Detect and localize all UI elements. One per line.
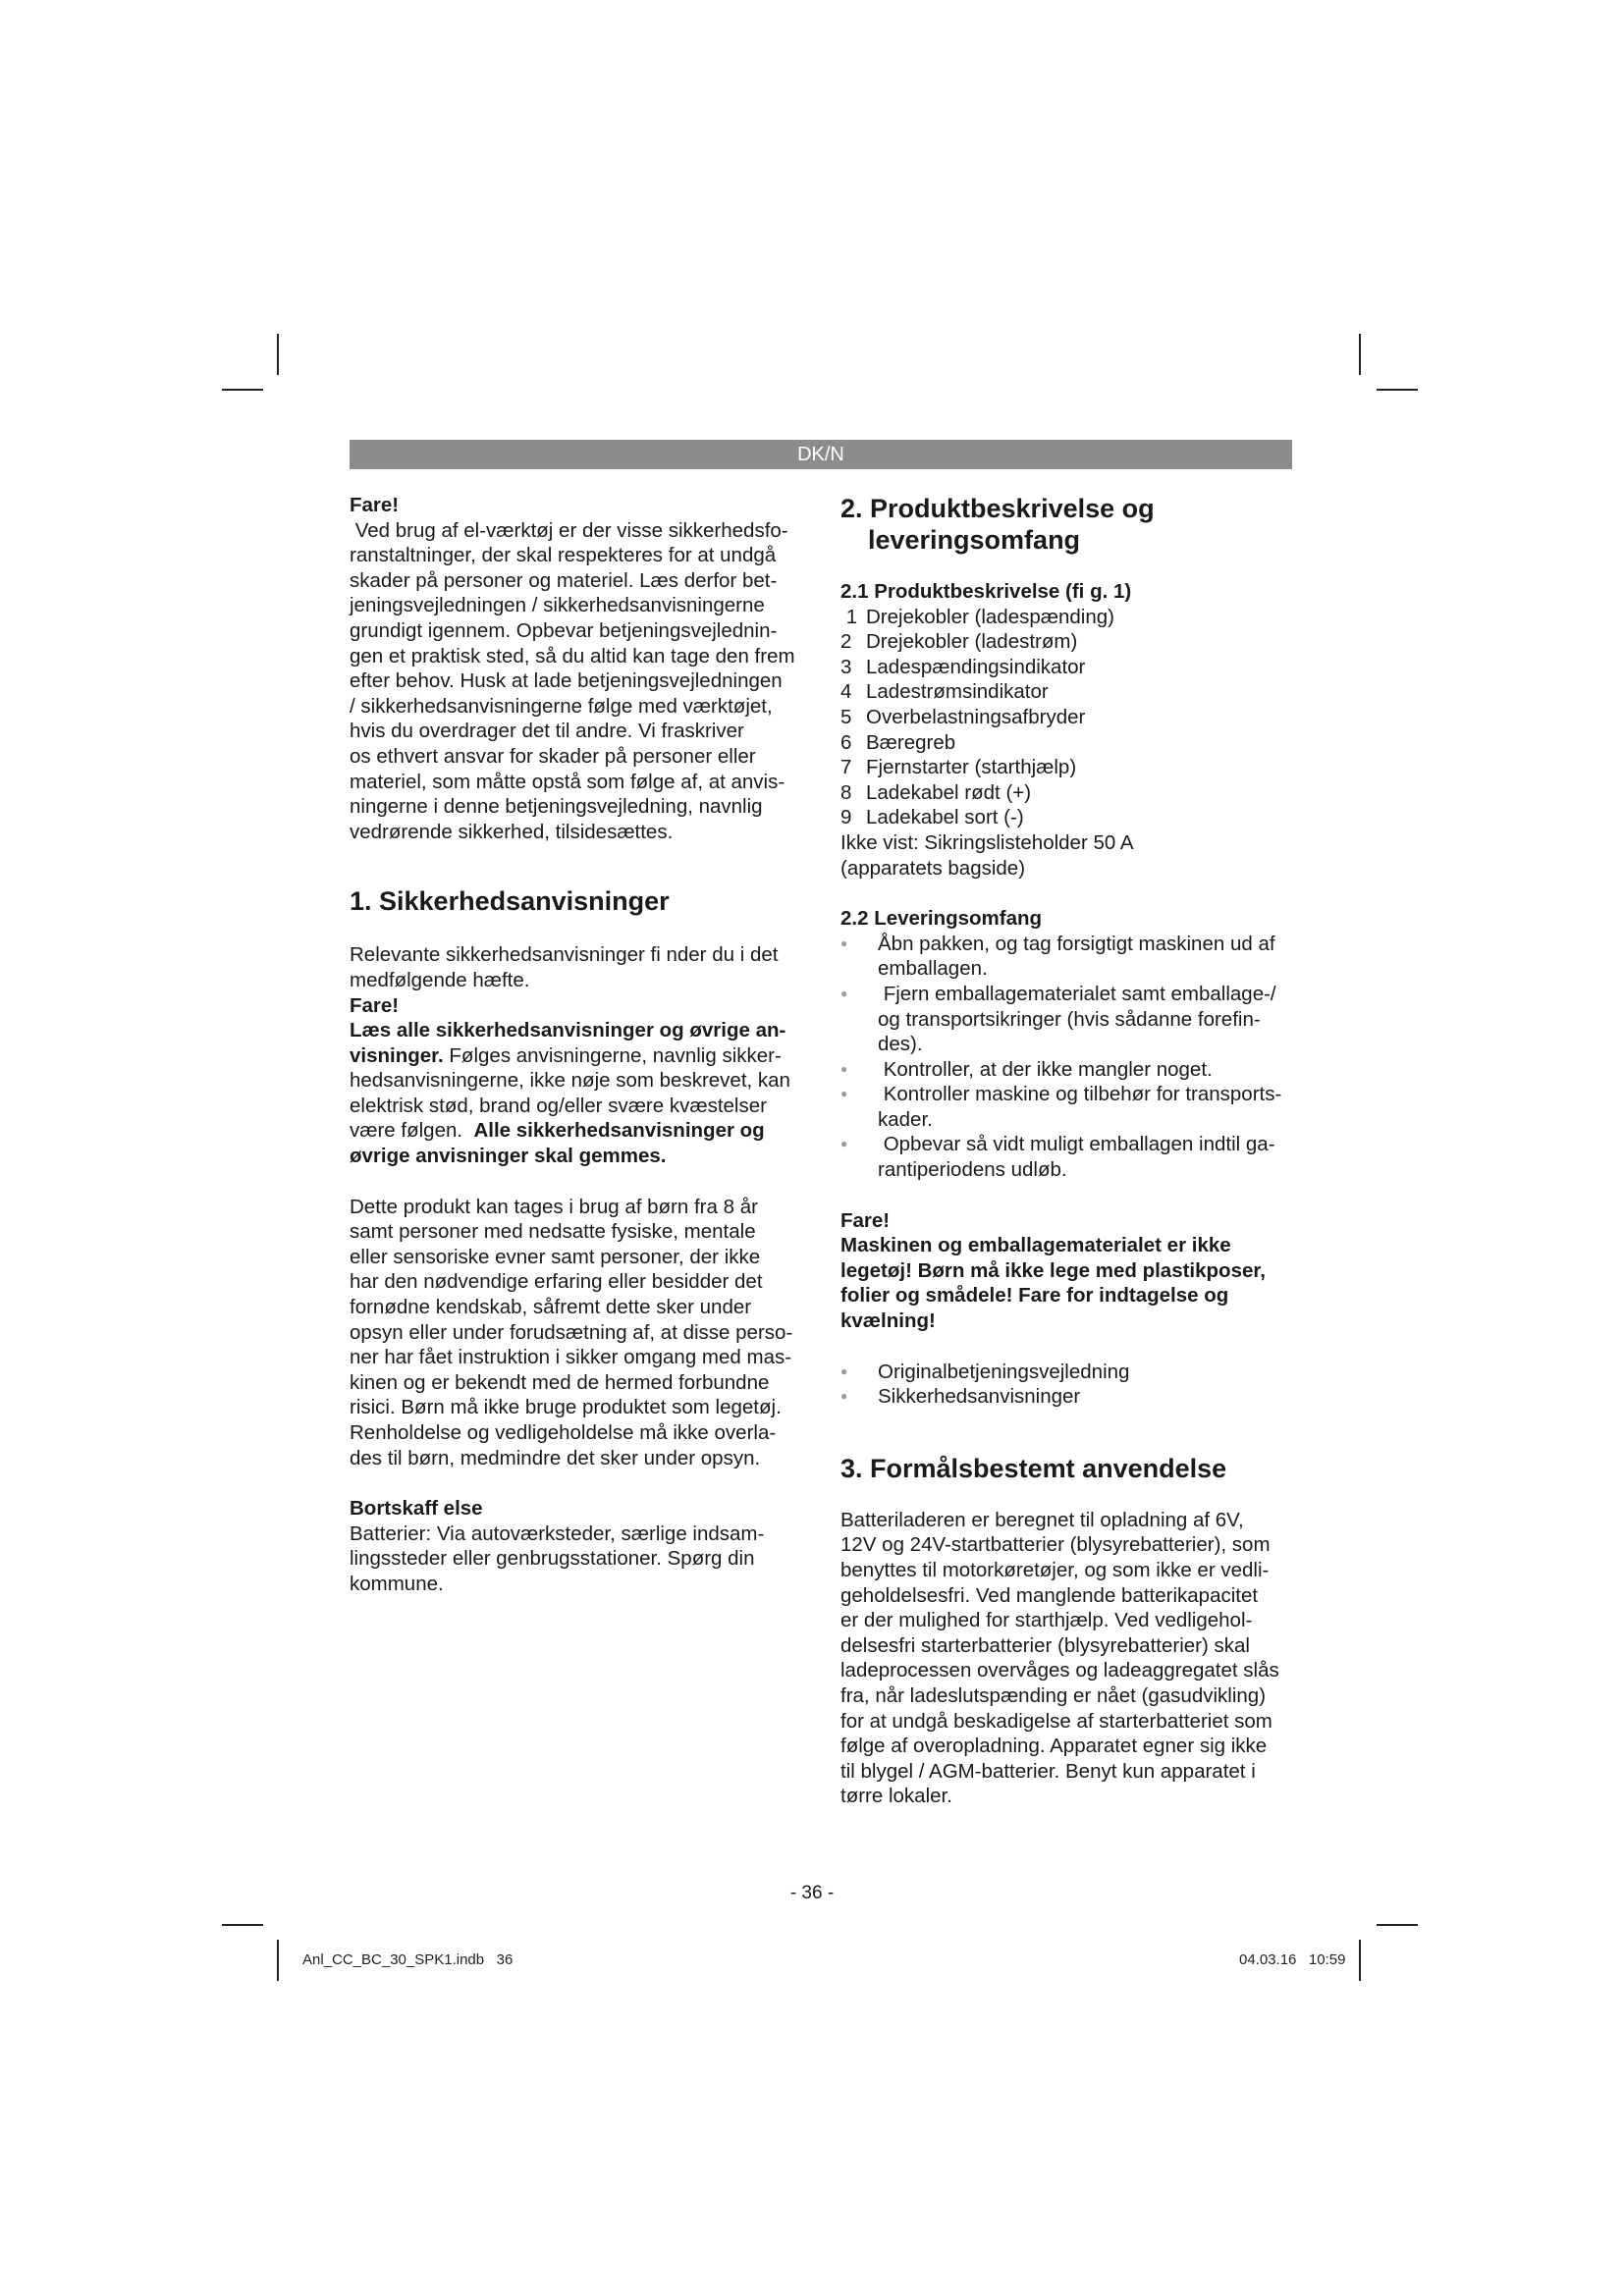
crop-mark-top-left-h <box>222 389 263 391</box>
text-line: (apparatets bagside) <box>840 856 1026 880</box>
item-text: Ladestrømsindikator <box>866 680 1049 704</box>
text-line: hvis du overdrager det til andre. Vi fraskriver <box>350 720 744 743</box>
text-line: Maskinen og emballagematerialet er ikke <box>840 1234 1231 1257</box>
text-line: øvrige anvisninger skal gemmes. <box>350 1145 667 1168</box>
text-line: kader. <box>878 1107 933 1131</box>
item-text: Originalbetjeningsvejledning <box>878 1360 1130 1383</box>
text-line: Relevante sikkerhedsanvisninger fi nder du i det <box>350 943 779 967</box>
item-text: Drejekobler (ladestrøm) <box>866 630 1078 654</box>
footer-file-name: Anl_CC_BC_30_SPK1.indb 36 <box>302 1951 514 1968</box>
list-item <box>840 1132 1302 1182</box>
list-item <box>840 755 1302 780</box>
text-line: medfølgende hæfte. <box>350 968 530 991</box>
item-text: Overbelastningsafbryder <box>866 705 1086 728</box>
text-line: vedrørende sikkerhed, tilsidesættes. <box>350 820 674 843</box>
section-1-body <box>350 942 811 1168</box>
text-line: des til børn, medmindre det sker under opsyn. <box>350 1446 761 1469</box>
page-number: - 36 - <box>789 1883 835 1903</box>
text-line: ● Fjern emballagematerialet samt emballage-/ <box>878 982 1276 1005</box>
item-text: Ladekabel sort (-) <box>866 806 1024 829</box>
text-line <box>350 1043 811 1069</box>
text-line: har den nødvendige erfaring eller besidder det <box>350 1270 763 1294</box>
item-number: 5 <box>840 705 852 728</box>
crop-mark-bottom-left-v <box>277 1940 279 1981</box>
text-line: benyttes til motorkøretøjer, og som ikke er vedli- <box>840 1559 1270 1581</box>
text-line: følge af overopladning. Apparatet egner sig ikke <box>840 1735 1268 1758</box>
text-line: elektrisk stød, brand og/eller svære kvæstelser <box>350 1094 767 1117</box>
list-item <box>840 932 1302 982</box>
text-line: Batterier: Via autoværksteder, særlige indsam- <box>350 1522 765 1545</box>
warning-paragraph <box>350 518 811 845</box>
section-2-2-title: 2.2 Leveringsomfang <box>840 907 1043 931</box>
item-number: 6 <box>840 730 852 754</box>
warning-title: Fare! <box>350 993 400 1017</box>
section-3-body <box>840 1508 1302 1809</box>
text-line: for at undgå beskadigelse af starterbatteriet som <box>840 1709 1272 1733</box>
text-line: folier og smådele! Fare for indtagelse og <box>840 1284 1229 1308</box>
list-item <box>840 805 1302 830</box>
disposal-title: Bortskaff else <box>350 1497 483 1521</box>
text-line: gen et praktisk sted, så du altid kan tage den frem <box>350 644 795 667</box>
text-line: fra, når ladeslutspænding er nået (gasudvikling) <box>840 1683 1267 1707</box>
text-line: lingssteder eller genbrugsstationer. Spørg din <box>350 1547 755 1571</box>
children-paragraph <box>350 1195 811 1471</box>
text-line: er der mulighed for starthjælp. Ved vedligehol- <box>840 1609 1253 1632</box>
text-line: risici. Børn må ikke bruge produktet som legetøj. <box>350 1396 782 1419</box>
text-line: og transportsikringer (hvis sådanne forefin- <box>878 1007 1261 1031</box>
footer-date: 04.03.16 10:59 <box>1239 1951 1346 1968</box>
text-line: emballagen. <box>878 957 988 981</box>
text-line: kvælning! <box>840 1309 936 1333</box>
right-column <box>840 493 1302 1809</box>
text-line: Renholdelse og vedligeholdelse må ikke overla- <box>350 1421 777 1444</box>
list-item <box>840 780 1302 806</box>
crop-mark-top-left-v <box>277 334 279 375</box>
bold-text: Alle sikkerhedsanvisninger og <box>473 1119 765 1143</box>
text-line: kommune. <box>350 1572 444 1595</box>
list-item <box>840 705 1302 730</box>
item-text: Ladespændingsindikator <box>866 655 1086 678</box>
text-line: grundigt igennem. Opbevar betjeningsvejlednin- <box>350 618 778 642</box>
delivery-list <box>840 932 1302 1183</box>
text-line: ner har fået instruktion i sikker omgang med mas- <box>350 1346 792 1369</box>
text-line: til blygel / AGM-batterier. Benyt kun apparatet i <box>840 1759 1256 1783</box>
text-line: ● Kontroller maskine og tilbehør for transports- <box>878 1083 1282 1106</box>
text-line: eller sensoriske evner samt personer, der ikke <box>350 1245 761 1268</box>
text-line: ● Åbn pakken, og tag forsigtigt maskinen ud af <box>878 932 1275 955</box>
section-2-1-title: 2.1 Produktbeskrivelse (fi g. 1) <box>840 580 1132 603</box>
text-line: fornødne kendskab, såfremt dette sker under <box>350 1296 752 1319</box>
text: være følgen. <box>350 1119 474 1143</box>
item-number: 9 <box>840 806 852 829</box>
text-line <box>350 1118 811 1144</box>
language-header-bar <box>350 440 1292 469</box>
text-line: kinen og er bekendt med de hermed forbundne <box>350 1370 770 1394</box>
item-text: Ladekabel rødt (+) <box>866 780 1032 804</box>
text-line: ● Kontroller, at der ikke mangler noget. <box>878 1057 1213 1081</box>
list-item <box>840 655 1302 680</box>
list-item <box>840 1384 1302 1410</box>
list-item <box>840 1360 1302 1385</box>
bold-text: visninger. <box>350 1043 444 1067</box>
text-line: Dette produkt kan tages i brug af børn fra 8 år <box>350 1195 758 1218</box>
warning-paragraph <box>840 1233 1302 1333</box>
title-line: leveringsomfang <box>868 525 1081 555</box>
item-number: 4 <box>840 680 852 704</box>
text-line: opsyn eller under forudsætning af, at disse perso- <box>350 1320 793 1344</box>
item-number: 3 <box>840 655 852 678</box>
text-line: ningerne i denne betjeningsvejledning, navnlig <box>350 795 763 819</box>
list-item <box>840 730 1302 756</box>
text-line: ladeprocessen overvåges og ladeaggregatet slås <box>840 1659 1279 1682</box>
list-item <box>840 605 1302 630</box>
text-line: Ikke vist: Sikringslisteholder 50 A <box>840 830 1134 854</box>
crop-mark-top-right-v <box>1359 334 1361 375</box>
item-number: 7 <box>840 756 852 779</box>
section-2-title <box>840 493 1302 556</box>
list-item <box>840 629 1302 655</box>
list-item <box>840 982 1302 1057</box>
text-line: legetøj! Børn må ikke lege med plastikposer, <box>840 1258 1266 1282</box>
list-item <box>840 679 1302 705</box>
crop-mark-bottom-left-h <box>222 1924 263 1926</box>
list-item <box>840 1057 1302 1083</box>
item-text: Sikkerhedsanvisninger <box>878 1385 1081 1409</box>
disposal-section <box>350 1496 811 1596</box>
text-line: delsesfri starterbatterier (blysyrebatterier) skal <box>840 1633 1250 1657</box>
section-1-title: 1. Sikkerhedsanvisninger <box>350 886 670 917</box>
item-text: Fjernstarter (starthjælp) <box>866 756 1077 779</box>
text-line: tørre lokaler. <box>840 1785 952 1808</box>
text-line: Læs alle sikkerhedsanvisninger og øvrige an- <box>350 1019 786 1042</box>
text-line: des). <box>878 1033 923 1056</box>
item-number: 2 <box>840 630 852 654</box>
item-text: Bæregreb <box>866 730 956 754</box>
text-line: ● Opbevar så vidt muligt emballagen indtil ga- <box>878 1133 1275 1156</box>
text-line: efter behov. Husk at lade betjeningsvejledningen <box>350 669 783 693</box>
text-line: geholdelsesfri. Ved manglende batterikapacitet <box>840 1583 1259 1607</box>
crop-mark-bottom-right-v <box>1359 1940 1361 1981</box>
text-line: 12V og 24V-startbatterier (blysyrebatterier), som <box>840 1533 1271 1557</box>
list-item <box>840 1082 1302 1132</box>
text-line: skader på personer og materiel. Læs derfor bet- <box>350 568 778 592</box>
text-line: samt personer med nedsatte fysiske, mentale <box>350 1220 756 1244</box>
item-number: 8 <box>840 780 852 804</box>
warning-title: Fare! <box>350 494 400 516</box>
text-line: os ethvert ansvar for skader på personer eller <box>350 744 756 768</box>
title-line: 2. Produktbeskrivelse og <box>840 494 1155 523</box>
text-line: / sikkerhedsanvisningerne følge med værktøjet, <box>350 694 773 718</box>
text-line: rantiperiodens udløb. <box>878 1158 1067 1182</box>
language-code: DK/N <box>797 444 844 465</box>
text: Følges anvisningerne, navnlig sikker- <box>443 1043 782 1067</box>
text-line: Batteriladeren er beregnet til opladning af 6V, <box>840 1508 1244 1531</box>
warning-title: Fare! <box>840 1208 891 1232</box>
item-number: 1 <box>840 605 858 628</box>
text-line: Ved brug af el-værktøj er der visse sikkerhedsfo- <box>350 518 788 542</box>
parts-list <box>840 605 1302 830</box>
text-line: materiel, som måtte opstå som følge af, at anvis- <box>350 770 785 793</box>
section-3-title: 3. Formålsbestemt anvendelse <box>840 1453 1227 1483</box>
text-line: jeningsvejledningen / sikkerhedsanvisningerne <box>350 594 765 617</box>
text-line: ranstaltninger, der skal respekteres for at undgå <box>350 544 777 567</box>
documents-list <box>840 1360 1302 1410</box>
text-line: hedsanvisningerne, ikke nøje som beskrevet, kan <box>350 1069 790 1093</box>
item-text: Drejekobler (ladespænding) <box>866 605 1114 628</box>
left-column <box>350 493 811 1597</box>
crop-mark-top-right-h <box>1377 389 1418 391</box>
crop-mark-bottom-right-h <box>1377 1924 1418 1926</box>
